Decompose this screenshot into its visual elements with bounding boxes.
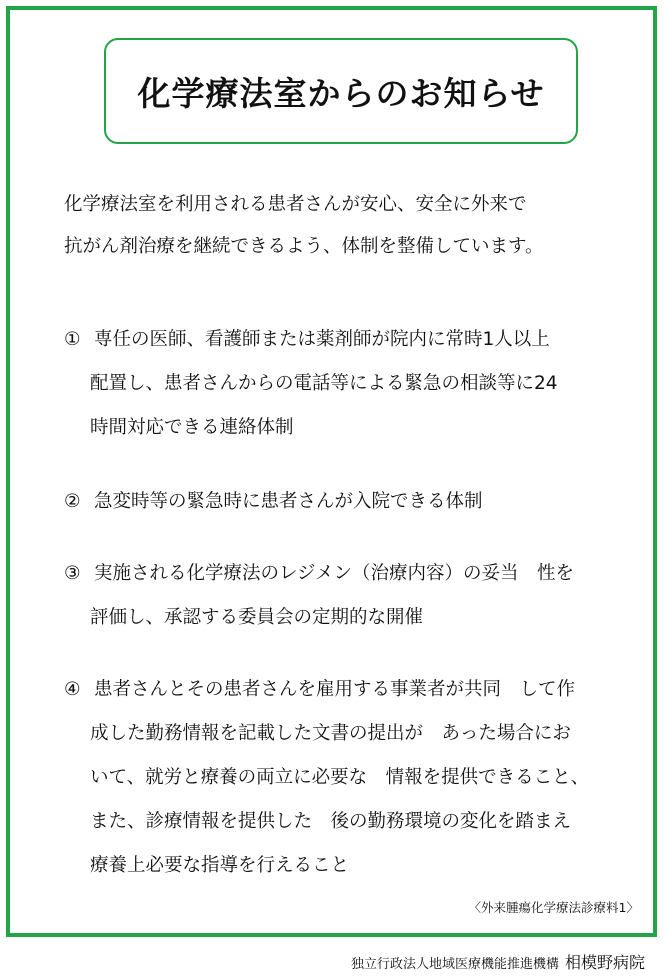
item-text: 患者さんとその患者さんを雇用する事業者が共同 して作 [94,679,576,700]
item-number: ② [64,491,81,512]
item-text: 時間対応できる連絡体制 [90,417,294,438]
hospital-name: 相模野病院 [564,953,645,972]
intro-line: 化学療法室を利用される患者さんが安心、安全に外来で [64,194,527,215]
item-text: 急変時等の緊急時に患者さんが入院できる体制 [94,491,483,512]
item-text: 療養上必要な指導を行えること [90,855,350,876]
title-box [104,38,578,144]
page-title: 化学療法室からのお知らせ [137,73,545,113]
list-item [64,318,634,450]
list-item [64,480,634,524]
organization-line [351,950,645,973]
item-text: 実施される化学療法のレジメン（治療内容）の妥当 性を [94,563,574,584]
intro-paragraph [64,184,624,268]
list-item [64,668,634,888]
item-text: いて、就労と療養の両立に必要な 情報を提供できること、 [90,767,590,788]
intro-line: 抗がん剤治療を継続できるよう、体制を整備しています。 [64,236,544,257]
item-text: 専任の医師、看護師または薬剤師が院内に常時1人以上 [94,329,550,350]
item-text: また、診療情報を提供した 後の勤務環境の変化を踏まえ [90,811,572,832]
item-text: 評価し、承認する委員会の定期的な開催 [90,607,424,628]
item-text: 配置し、患者さんからの電話等による緊急の相談等に24 [90,373,558,394]
footnote: 〈外来腫瘍化学療法診療料1〉 [468,900,639,915]
item-number: ④ [64,679,81,700]
list-item [64,552,634,640]
organization-name: 独立行政法人地域医療機能推進機構 [350,957,559,972]
item-number: ① [64,329,81,350]
item-number: ③ [64,563,81,584]
item-text: 成した勤務情報を記載した文書の提出が あった場合にお [90,723,571,744]
